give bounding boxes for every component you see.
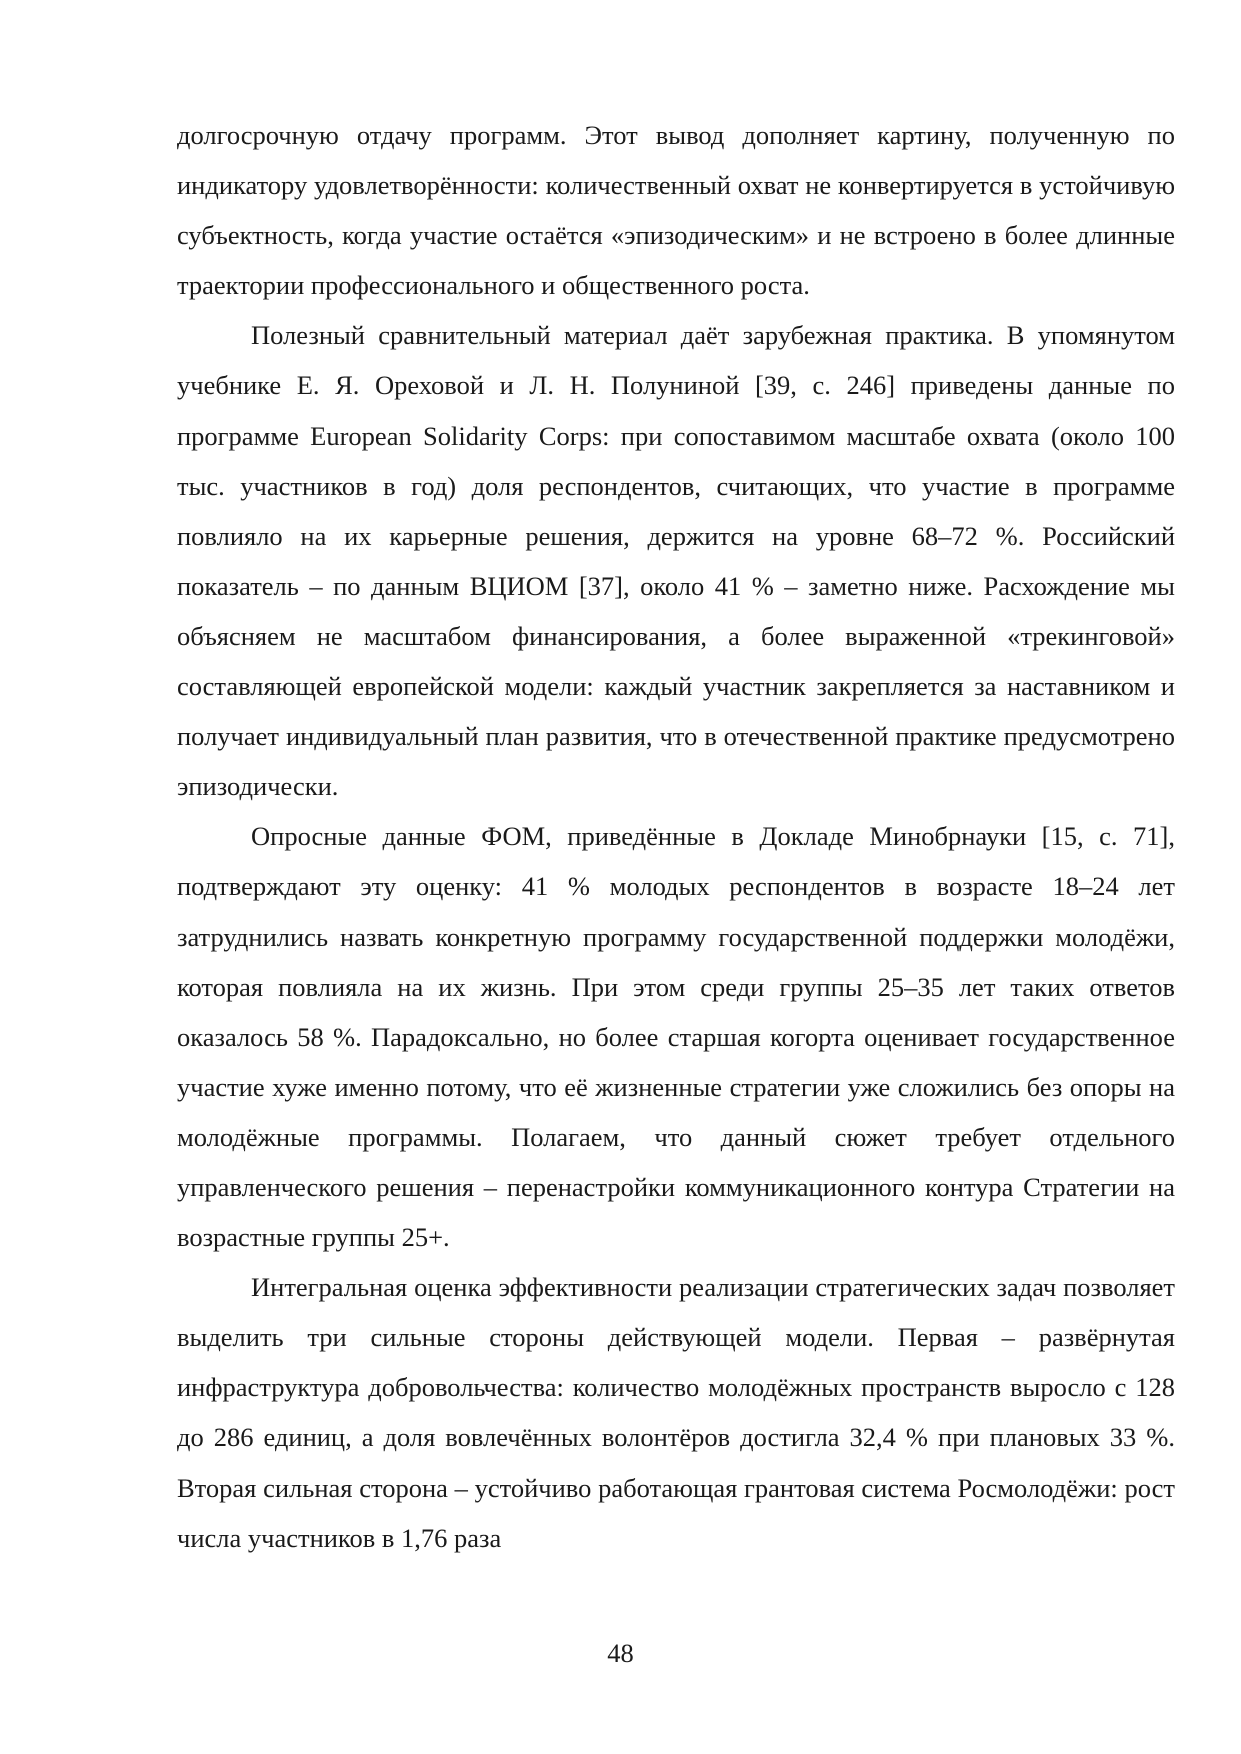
paragraph-integral-assessment: Интегральная оценка эффективности реализации стратегических задач позволяет выделить три сильные стороны действующей модели. Первая – развёрнутая инфраструктура добровольчества: количество молодёжных пространств выросло с 128 до 286 единиц, а доля вовлечённых волонтёров достигла 32,4 % при плановых 33 %. Вторая сильная сторона – устойчиво работающая грантовая система Росмолодёжи: рост числа участников в 1,76 раза xyxy=(177,1272,1175,1553)
paragraph-fom-survey: Опросные данные ФОМ, приведённые в Докладе Минобрнауки [15, с. 71], подтверждают эту оценку: 41 % молодых респондентов в возрасте 18–24 лет затруднились назвать конкретную программу государственной поддержки молодёжи, которая повлияла на их жизнь. При этом среди группы 25–35 лет таких ответов оказалось 58 %. Парадоксально, но более старшая когорта оценивает государственное участие хуже именно потому, что её жизненные стратегии уже сложились без опоры на молодёжные программы. Полагаем, что данный сюжет требует отдельного управленческого решения – перенастройки коммуникационного контура Стратегии на возрастные группы 25+. xyxy=(177,821,1175,1253)
paragraph-foreign-practice: Полезный сравнительный материал даёт зарубежная практика. В упомянутом учебнике Е. Я. Ореховой и Л. Н. Полуниной [39, с. 246] приведены данные по программе European Solidarity Corps: при сопоставимом масштабе охвата (около 100 тыс. участников в год) доля респондентов, считающих, что участие в программе повлияло на их карьерные решения, держится на уровне 68–72 %. Российский показатель – по данным ВЦИОМ [37], около 41 % – заметно ниже. Расхождение мы объясняем не масштабом финансирования, а более выраженной «трекинговой» составляющей европейской модели: каждый участник закрепляется за наставником и получает индивидуальный план развития, что в отечественной практике предусмотрено эпизодически. xyxy=(177,320,1175,802)
page-number: 48 xyxy=(607,1638,634,1668)
paragraph-continuation: долгосрочную отдачу программ. Этот вывод дополняет картину, полученную по индикатору удовлетворённости: количественный охват не конвертируется в устойчивую субъектность, когда участие остаётся «эпизодическим» и не встроено в более длинные траектории профессионального и общественного роста. xyxy=(177,120,1175,301)
body-text xyxy=(177,110,1175,1563)
